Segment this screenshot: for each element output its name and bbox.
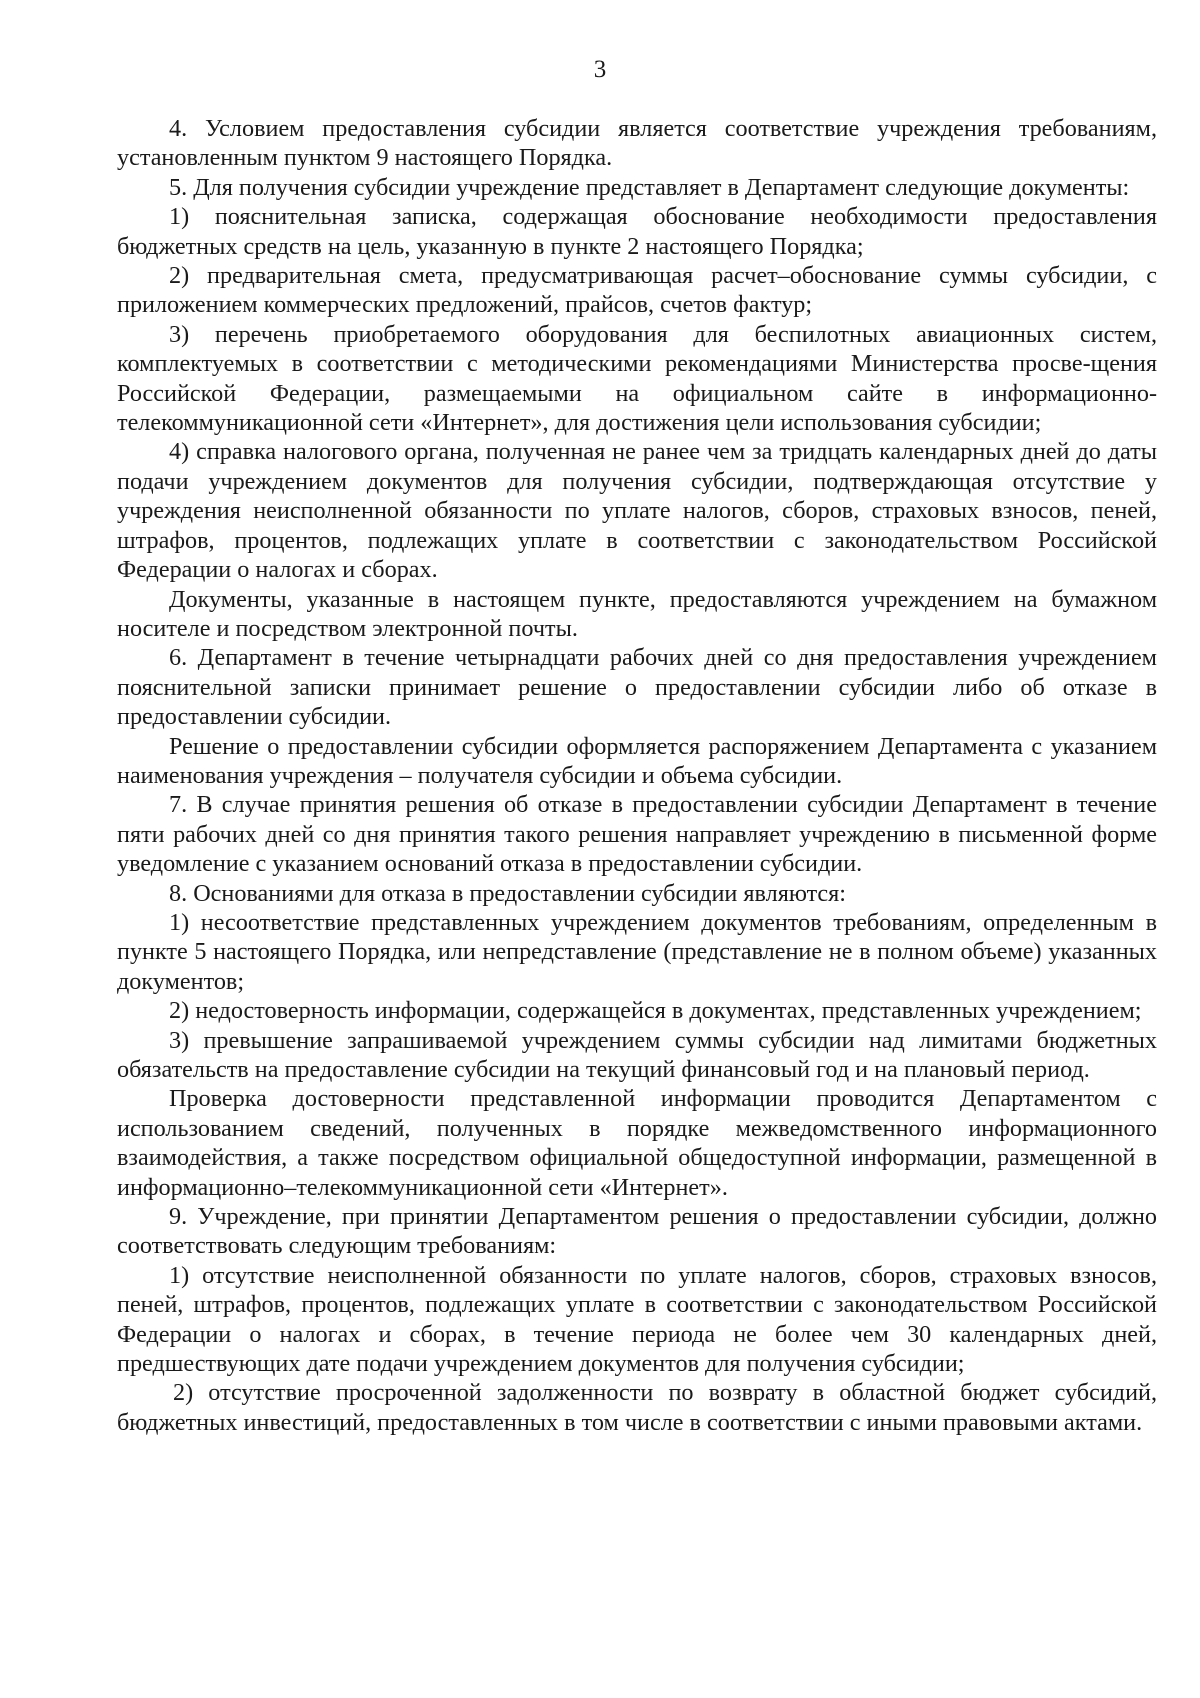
paragraph-item-5: 5. Для получения субсидии учреждение представляет в Департамент следующие документы: [169,173,1130,201]
paragraph-item-8-sub-3: 3) превышение запрашиваемой учреждением суммы субсидии над лимитами бюджетных обязательств на предоставление субсидии на текущий финансовый год и на плановый период. [117,1026,1157,1083]
paragraph-item-5-sub-1: 1) пояснительная записка, содержащая обоснование необходимости предоставления бюджетных средств на цель, указанную в пункте 2 настоящего Порядка; [117,203,1157,260]
paragraph-verification-note: Проверка достоверности представленной информации проводится Департаментом с использованием сведений, полученных в порядке межведомственного информационного взаимодействия, а также посредством официальной общедоступной информации, размещенной в информационно–телекоммуникационной сети «Интернет». [117,1085,1157,1201]
paragraph-item-7: 7. В случае принятия решения об отказе в предоставлении субсидии Департамент в течение пяти рабочих дней со дня принятия такого решения направляет учреждению в письменной форме уведомление с указанием оснований отказа в предоставлении субсидии. [117,791,1157,878]
paragraph-item-4: 4. Условием предоставления субсидии является соответствие учреждения требованиям, установленным пунктом 9 настоящего Порядка. [117,115,1157,172]
paragraph-item-9-sub-2: 2) отсутствие просроченной задолженности по возврату в областной бюджет субсидий, бюджетных инвестиций, предоставленных в том числе в соответствии с иными правовыми актами. [117,1379,1157,1436]
paragraph-item-5-sub-3: 3) перечень приобретаемого оборудования для беспилотных авиационных систем, комплектуемых в соответствии с методическими рекомендациями Министерства просве-щения Российской Федерации, размещаемыми на официальном сайте в информационно-телекоммуникационной сети «Интернет», для достижения цели использования субсидии; [117,320,1157,437]
paragraph-item-8-sub-2: 2) недостоверность информации, содержащейся в документах, представленных учреждением; [169,997,1142,1025]
paragraph-item-9-sub-1: 1) отсутствие неисполненной обязанности по уплате налогов, сборов, страховых взносов, пеней, штрафов, процентов, подлежащих уплате в соответствии с законодательством Российской Федерации о налогах и сборах, в течение периода не более чем 30 календарных дней, предшествующих дате подачи учреждением документов для получения субсидии; [117,1261,1157,1378]
paragraph-item-6: 6. Департамент в течение четырнадцати рабочих дней со дня предоставления учреждением пояснительной записки принимает решение о предоставлении субсидии либо об отказе в предоставлении субсидии. [117,644,1157,731]
paragraph-item-9: 9. Учреждение, при принятии Департаментом решения о предоставлении субсидии, должно соответствовать следующим требованиям: [117,1203,1157,1260]
paragraph-documents-note: Документы, указанные в настоящем пункте, предоставляются учреждением на бумажном носителе и посредством электронной почты. [117,585,1157,642]
paragraph-decision-note: Решение о предоставлении субсидии оформляется распоряжением Департамента с указанием наименования учреждения – получателя субсидии и объема субсидии. [117,732,1157,789]
document-body [117,114,1157,1437]
paragraph-item-5-sub-2: 2) предварительная смета, предусматривающая расчет–обоснование суммы субсидии, с приложением коммерческих предложений, прайсов, счетов фактур; [117,262,1157,319]
page-number: 3 [593,56,607,83]
paragraph-item-8: 8. Основаниями для отказа в предоставлении субсидии являются: [169,879,847,907]
paragraph-item-8-sub-1: 1) несоответствие представленных учреждением документов требованиям, определенным в пункте 5 настоящего Порядка, или непредставление (представление не в полном объеме) указанных документов; [117,908,1157,995]
paragraph-item-5-sub-4: 4) справка налогового органа, полученная не ранее чем за тридцать календарных дней до даты подачи учреждением документов для получения субсидии, подтверждающая отсутствие у учреждения неисполненной обязанности по уплате налогов, сборов, страховых взносов, пеней, штрафов, процентов, подлежащих уплате в соответствии с законодательством Российской Федерации о налогах и сборах. [117,438,1157,584]
